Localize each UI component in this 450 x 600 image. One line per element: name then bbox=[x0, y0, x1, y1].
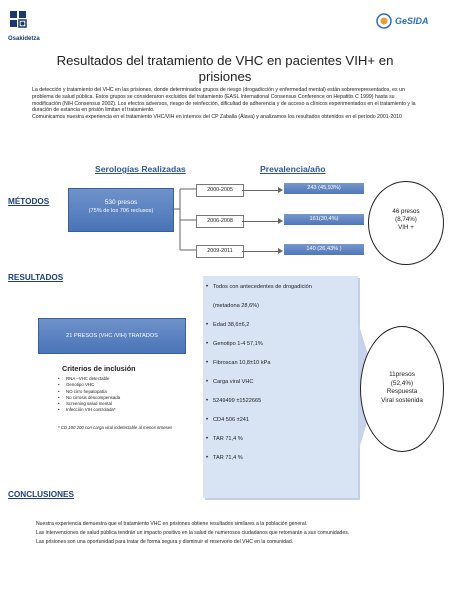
prevalence-box-2009-2011: 140 (26,43% ) bbox=[284, 244, 364, 255]
conclusiones-heading: CONCLUSIONES bbox=[8, 490, 74, 499]
gesida-logo bbox=[372, 8, 438, 34]
prevalencia-heading: Prevalencia/año bbox=[260, 164, 326, 174]
year-box-2000-2005: 2000-2005 bbox=[196, 184, 244, 197]
list-item: • Todos con antecedentes de drogadición bbox=[206, 284, 312, 290]
list-item: • RNA –VHC detectable bbox=[58, 376, 110, 381]
conclusion-line: Nuestra experiencia demuestra que el tratamiento VHC en prisiones obtiene resultados similares a la población general. bbox=[36, 521, 308, 527]
presos-detail: (75% de los 706 reclusos) bbox=[88, 208, 154, 214]
list-item: • Genotipo 1-4 57,1% bbox=[206, 341, 263, 347]
list-item: (metadona 28,6%) bbox=[213, 303, 260, 309]
list-item: • Fibroscan 10,8±10 kPa bbox=[206, 360, 271, 366]
list-item: • CD4 506 ±241 bbox=[206, 417, 250, 423]
arrow-right-icon bbox=[278, 218, 283, 224]
conclusions-text bbox=[36, 520, 426, 547]
list-item: • Edad 38,6±6,2 bbox=[206, 322, 250, 328]
year-box-2009-2011: 2009-2011 bbox=[196, 245, 244, 258]
presos-count: 530 presos bbox=[104, 199, 138, 206]
metodos-heading: MÉTODOS bbox=[8, 197, 50, 206]
response-label: Respuesta bbox=[386, 388, 418, 395]
osakidetza-logo-icon bbox=[8, 8, 54, 34]
response-sublabel: Viral sostenida bbox=[381, 396, 423, 404]
vih-presos: 46 presos bbox=[392, 208, 420, 215]
branch-connector bbox=[172, 180, 196, 260]
arrow-right-icon bbox=[278, 187, 283, 193]
list-item: • Carga viral VHC bbox=[206, 379, 254, 385]
arrow-line bbox=[242, 221, 280, 222]
gesida-label: GeSIDA bbox=[395, 16, 429, 26]
criteria-note: * CD 100 200 con carga viral indetectable al menos 6meses bbox=[58, 425, 173, 430]
list-item: • Genotipo VHC bbox=[58, 382, 95, 388]
treated-box: 21 PRESOS (VHC /VIH) TRATADOS bbox=[38, 318, 186, 354]
prevalence-box-2000-2005: 243 (45,93%) bbox=[284, 183, 364, 194]
response-oval bbox=[360, 326, 444, 452]
intro-paragraph-1: La detección y tratamiento del VHC en las prisiones, donde determinados grupos de riesgo (drogadicción y enfermedad mental) están sobrerrepresentados, es un problema de salud pública. Estos grupos se consideraron excluidos del tratamiento (EASL International Consensus Conference on Hepatitis C 1999) hasta su modificación (NIH Consensus 2002). Los efectos adversos, riesgo de reinfección, dificultad de adherencia y de acceso a clínicos experimentados en el tratamiento y la duración de estancia en prisión limitan el tratamiento. bbox=[32, 87, 416, 114]
list-item: • No cirrosis descompensada bbox=[58, 394, 121, 400]
vih-label: VIH + bbox=[398, 224, 414, 231]
arrow-line bbox=[242, 251, 280, 252]
poster-title: Resultados del tratamiento de VHC en pacientes VIH+ en prisiones bbox=[56, 53, 394, 84]
response-percent: (52,4%) bbox=[390, 379, 414, 387]
serologias-heading: Serologías Realizadas bbox=[95, 164, 186, 174]
vih-percent: (8,74%) bbox=[395, 216, 417, 223]
conclusion-line: Las prisiones son una oportunidad para tratar de forma segura y disminuir el reservorio del VHC en la comunidad. bbox=[36, 539, 294, 545]
intro-text bbox=[32, 87, 418, 121]
list-item: • TAR 71,4 % bbox=[206, 436, 243, 442]
intro-paragraph-2: Comunicamos nuestra experiencia en el tratamiento VHC/VIH en internos del CP Zaballa (Álava) y analizamos los resultados obtenidos en el período 2001-2010 bbox=[32, 114, 402, 121]
response-presos: 11presos bbox=[389, 371, 415, 378]
presos-box bbox=[68, 188, 174, 232]
year-box-2006-2008: 2006-2008 bbox=[196, 215, 244, 228]
vih-positive-oval bbox=[368, 181, 444, 265]
list-item: • Screening salud mental bbox=[58, 401, 112, 407]
gesida-emblem-icon bbox=[376, 13, 392, 29]
list-item: • Infección VIH controlada* bbox=[58, 407, 116, 413]
osakidetza-label: Osakidetza bbox=[8, 36, 40, 42]
resultados-heading: RESULTADOS bbox=[8, 273, 64, 282]
prevalence-box-2006-2008: 161(30,4%) bbox=[284, 214, 364, 225]
arrow-line bbox=[242, 190, 280, 191]
criteria-title: Criterios de inclusión bbox=[62, 364, 136, 373]
list-item: • TAR 71,4 % bbox=[206, 455, 243, 461]
list-item: • NO cirro hepatopatía bbox=[58, 388, 107, 394]
conclusion-line: Las intervenciones de salud pública tendrán un impacto positivo en la salud de numerosos ciudadanos que retornarán a sus comunidades. bbox=[36, 530, 350, 536]
criteria-list bbox=[56, 376, 196, 414]
findings-panel bbox=[203, 276, 358, 498]
list-item: • 5249499 ±1522665 bbox=[206, 398, 262, 404]
arrow-right-icon bbox=[278, 248, 283, 254]
